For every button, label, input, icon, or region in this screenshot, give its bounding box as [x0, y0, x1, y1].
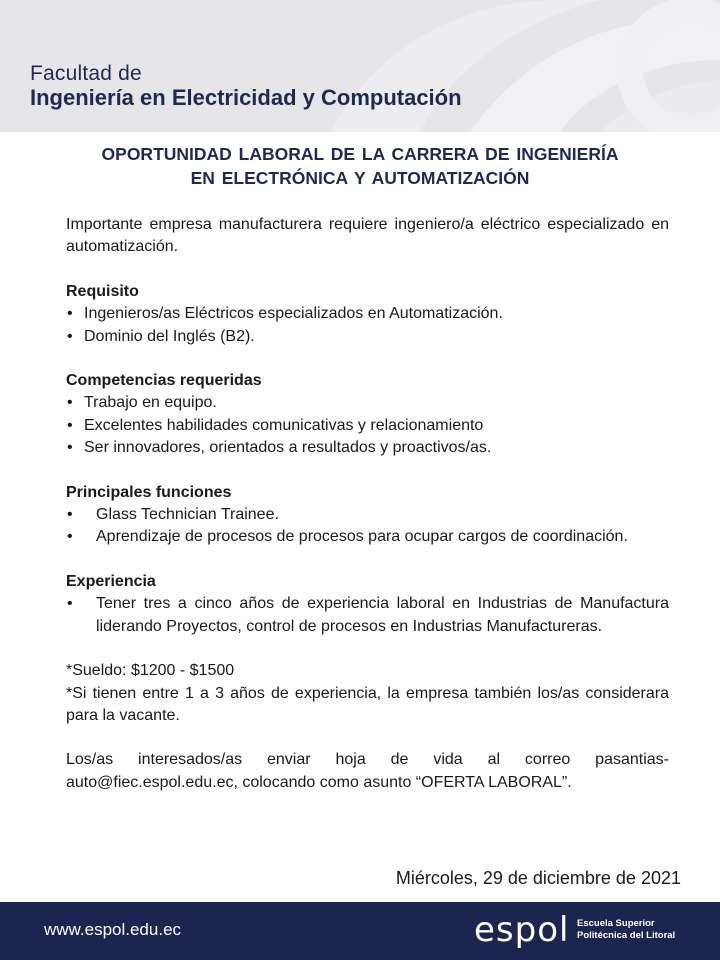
salary-note: *Sueldo: $1200 - $1500 — [66, 662, 235, 680]
list-item: • Ser innovadores, orientados a resultados y proactivos/as. — [66, 437, 669, 459]
list-item: • Ingenieros/as Eléctricos especializados en Automatización. — [66, 303, 669, 325]
funciones-heading: Principales funciones — [66, 483, 232, 501]
contact-paragraph: Los/as interesados/as enviar hoja de vida al correo pasantias-auto@fiec.espol.edu.ec, colocando como asunto “OFERTA LABORAL”. — [66, 751, 669, 791]
list-item: • Glass Technician Trainee. — [66, 504, 669, 526]
list-item: • Tener tres a cinco años de experiencia laboral en Industrias de Manufactura liderando Proyectos, control de procesos en Industrias Manufactureras. — [66, 593, 669, 638]
experiencia-heading: Experiencia — [66, 572, 156, 590]
espol-logo-subtitle — [577, 918, 675, 941]
intro-paragraph: Importante empresa manufacturera requiere ingeniero/a eléctrico especializado en automatización. — [66, 216, 669, 256]
competencias-list — [66, 392, 669, 459]
competencias-heading: Competencias requeridas — [66, 372, 262, 390]
list-item: • Excelentes habilidades comunicativas y relacionamiento — [66, 415, 669, 437]
experiencia-section — [66, 571, 669, 638]
funciones-section — [66, 482, 669, 549]
list-item: • Trabajo en equipo. — [66, 392, 669, 414]
notes-section — [66, 660, 669, 727]
competencias-section — [66, 370, 669, 460]
header-banner — [0, 0, 720, 132]
page-title — [0, 142, 720, 190]
contact-section — [66, 749, 669, 794]
experience-note: *Si tienen entre 1 a 3 años de experiencia, la empresa también los/as considerara para la vacante. — [66, 684, 669, 724]
requisito-heading: Requisito — [66, 282, 139, 300]
requisito-section — [66, 281, 669, 348]
title-line1: OPORTUNIDAD LABORAL DE LA CARRERA DE INGENIERÍA — [101, 144, 619, 164]
title-line2: EN ELECTRÓNICA Y AUTOMATIZACIÓN — [190, 168, 530, 188]
funciones-list — [66, 504, 669, 549]
faculty-name-line1: Facultad de — [30, 62, 142, 85]
logo-subtitle-line2: Politécnica del Litoral — [577, 929, 676, 941]
experiencia-list — [66, 593, 669, 638]
espol-logo: espol — [474, 910, 570, 950]
publication-date: Miércoles, 29 de diciembre de 2021 — [395, 868, 681, 888]
list-item: • Dominio del Inglés (B2). — [66, 326, 669, 348]
website-link[interactable]: www.espol.edu.ec — [44, 920, 182, 939]
requisito-list — [66, 303, 669, 348]
logo-subtitle-line1: Escuela Superior — [577, 918, 655, 929]
job-description — [66, 214, 669, 794]
faculty-name-line2: Ingeniería en Electricidad y Computación — [30, 85, 462, 110]
list-item: • Aprendizaje de procesos de procesos para ocupar cargos de coordinación. — [66, 526, 669, 548]
footer-bar — [0, 902, 720, 960]
